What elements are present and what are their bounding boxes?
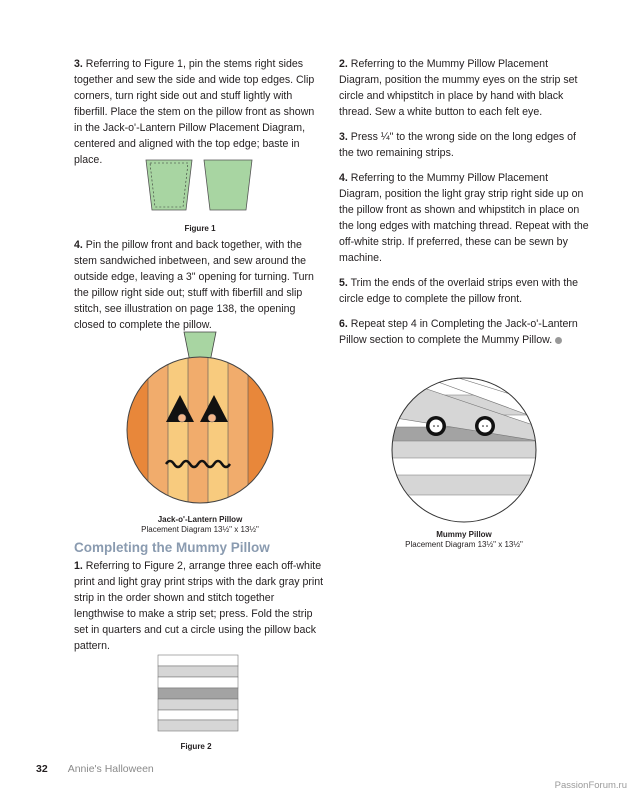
- r-step4-paragraph: [339, 170, 591, 266]
- jack-o-lantern-diagram: [122, 330, 278, 506]
- mummy-pillow-diagram: [389, 375, 539, 525]
- r-step6-paragraph: [339, 316, 591, 348]
- figure2-strip-set: [157, 654, 239, 732]
- left-column-step4: [74, 237, 324, 342]
- mummy-caption: [384, 530, 544, 550]
- mummy-caption-sub: Placement Diagram 13½" x 13½": [405, 540, 523, 549]
- book-title: Annie's Halloween: [67, 763, 154, 775]
- step-number: 4.: [74, 239, 83, 251]
- jack-caption-title: Jack-o'-Lantern Pillow: [157, 515, 243, 524]
- r-step3-paragraph: [339, 129, 591, 161]
- figure1-caption: Figure 1: [184, 224, 216, 233]
- step-number: 1.: [74, 560, 83, 572]
- step-text: Referring to Figure 1, pin the stems right sides together and sew the side and wide top edges. Clip corners, turn right side out and stuff lightly with fiberfill. Place the stem on the pillow front as shown in the Jack-o'-Lantern Pillow Placement Diagram, centered and aligned with the top edge; baste in place.: [74, 58, 315, 166]
- jack-caption-sub: Placement Diagram 13½" x 13½": [141, 525, 259, 534]
- step-text: Referring to the Mummy Pillow Placement Diagram, position the mummy eyes on the strip set circle and whipstitch in place by hand with black thread. Sew a white button to each felt eye.: [339, 58, 578, 118]
- step-text: Press ¼" to the wrong side on the long edges of the two remaining strips.: [339, 131, 576, 159]
- step-number: 5.: [339, 277, 348, 289]
- step-text: Pin the pillow front and back together, with the stem sandwiched inbetween, and sew around the outside edge, leaving a 3" opening for turning. Turn the pillow right side out; stuff with fiberfill and slip stitch, see illustration on page 138, the opening closed to complete the pillow.: [74, 239, 314, 331]
- step-text: Referring to Figure 2, arrange three each off-white print and light gray print strips with the dark gray print strip in the order shown and stitch together lengthwise to make a strip set; press. Fold the strip set in quarters and cut a circle using the pillow back pattern.: [74, 560, 324, 652]
- step-number: 3.: [74, 58, 83, 70]
- jack-caption: [120, 515, 280, 535]
- step3-paragraph: [74, 56, 324, 168]
- page-footer: [36, 763, 154, 775]
- step-text: Trim the ends of the overlaid strips even with the circle edge to complete the pillow front.: [339, 277, 579, 305]
- step-text: Referring to the Mummy Pillow Placement Diagram, position the light gray strip right side up on the pillow front as shown and whipstitch in place on the long edges with matching thread. Repeat with the off-white strip. If preferred, these can be sewn by machine.: [339, 172, 589, 264]
- figure2-caption: Figure 2: [180, 742, 212, 751]
- step-text: Repeat step 4 in Completing the Jack-o'-Lantern Pillow section to complete the Mummy Pillow.: [339, 318, 578, 346]
- mummy-step1-paragraph: [74, 558, 324, 654]
- step-number: 6.: [339, 318, 348, 330]
- left-column-mummy-step1: [74, 558, 324, 663]
- mummy-caption-title: Mummy Pillow: [436, 530, 492, 539]
- end-bullet-icon: [555, 337, 562, 344]
- step4-paragraph: [74, 237, 324, 333]
- step-number: 3.: [339, 131, 348, 143]
- figure1-stem-diagram: [140, 158, 260, 214]
- r-step2-paragraph: [339, 56, 591, 120]
- section-heading: Completing the Mummy Pillow: [74, 540, 270, 555]
- step-number: 4.: [339, 172, 348, 184]
- right-column: [339, 56, 591, 357]
- r-step5-paragraph: [339, 275, 591, 307]
- page-number: 32: [36, 763, 48, 775]
- step-number: 2.: [339, 58, 348, 70]
- watermark: PassionForum.ru: [554, 780, 627, 791]
